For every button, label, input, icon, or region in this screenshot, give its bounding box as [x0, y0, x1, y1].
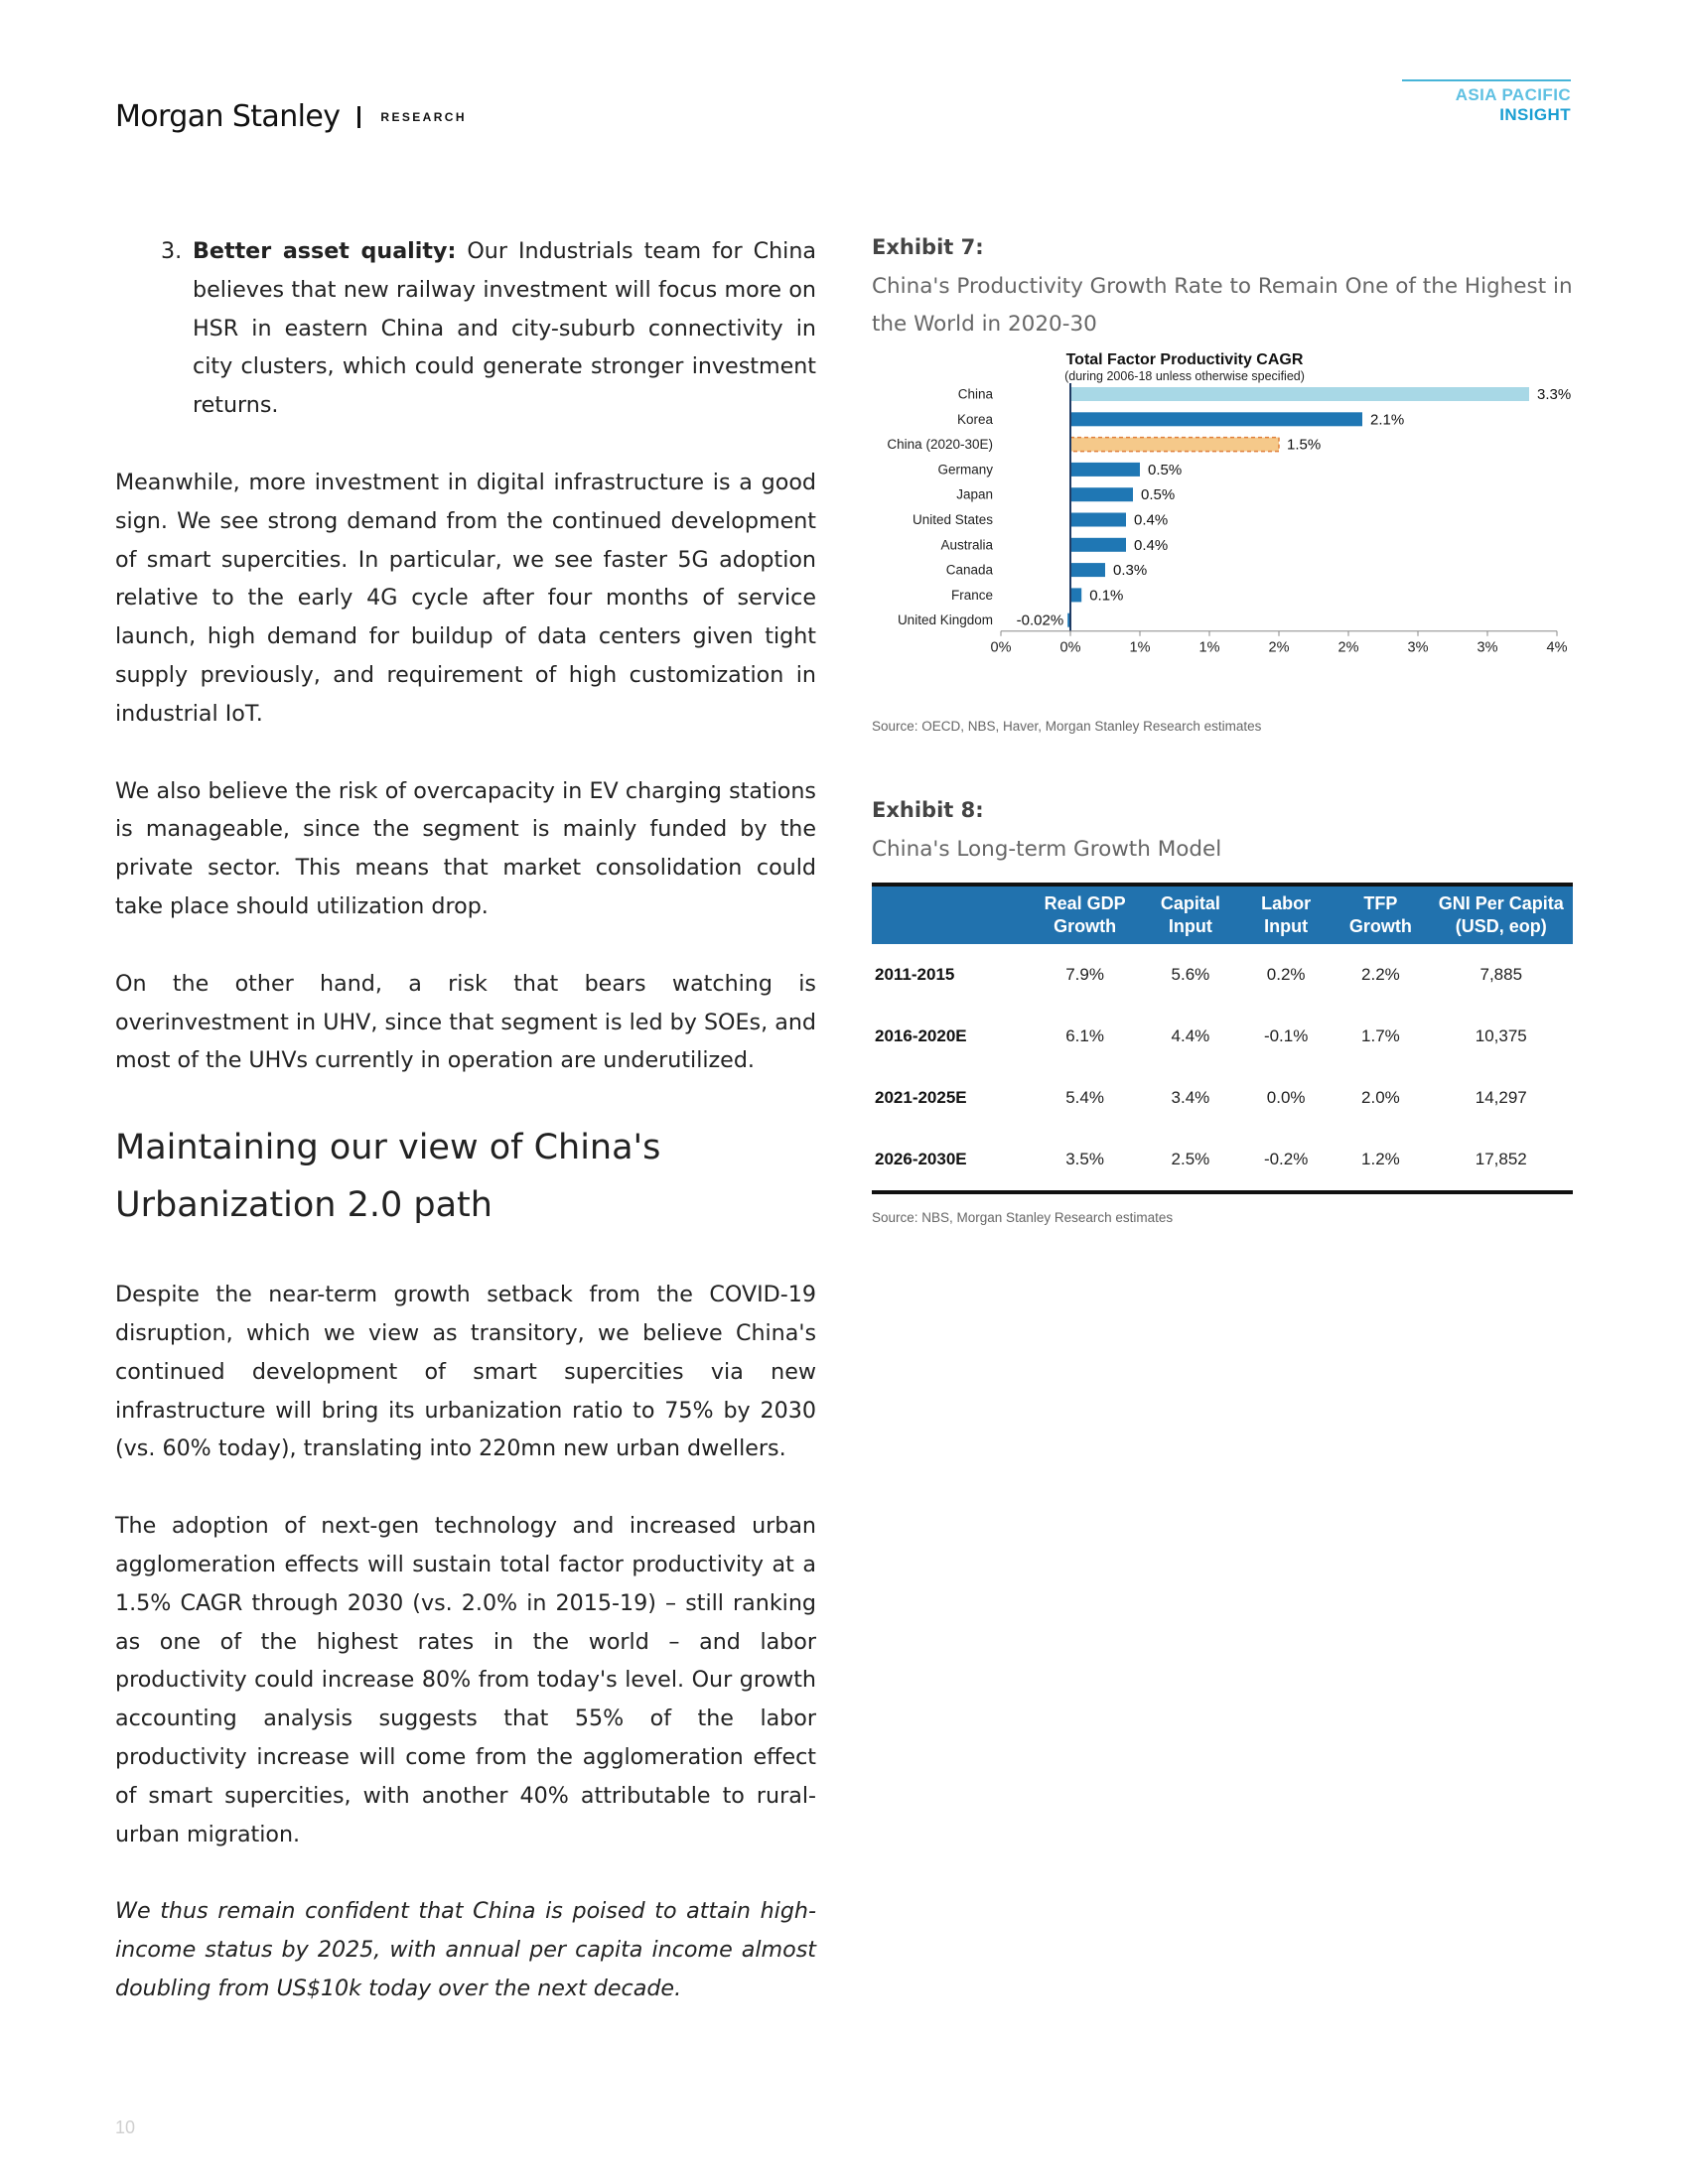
table-header: TFP Growth — [1332, 885, 1429, 944]
category-label: China — [957, 386, 993, 402]
bar — [1070, 563, 1105, 577]
data-label: 1.5% — [1287, 436, 1322, 454]
table-cell: 1.7% — [1361, 1026, 1400, 1045]
data-label: -0.02% — [1016, 612, 1064, 629]
item-bold-lead: Better asset quality: — [193, 238, 457, 264]
table-cell: 10,375 — [1475, 1026, 1527, 1045]
table-header: Real GDP Growth — [1029, 885, 1140, 944]
item-body: Our Industrials team for China believes that new railway investment will focus more on HSR in eastern China and city-suburb connectivity in city clusters, which could generate stronger investment returns. — [193, 238, 816, 419]
insight-part1: ASIA PACIFIC — [1455, 85, 1571, 104]
table-header — [872, 885, 1029, 944]
table-cell: 6.1% — [1065, 1026, 1104, 1045]
data-label: 0.5% — [1148, 461, 1183, 478]
item-number: 3. — [161, 238, 183, 264]
table-cell: 3.4% — [1171, 1088, 1210, 1107]
bar — [1070, 513, 1126, 527]
exhibit8-source: Source: NBS, Morgan Stanley Research estimates — [872, 1210, 1174, 1225]
table-cell: -0.2% — [1263, 1150, 1309, 1168]
logo-divider — [357, 106, 360, 128]
exhibit7-label: Exhibit 7: — [872, 235, 984, 259]
category-label: France — [950, 587, 993, 603]
paragraph-productivity: The adoption of next-gen technology and increased urban agglomeration effects will sustain total factor productivity at a 1.5% CAGR through 2030 (vs. 2.0% in 2015-19) – still ranking as one of the highest rates in the world – and labor productivity could increase 80% from today's level. Our growth accounting analysis suggests that 55% of the labor productivity increase will come from the agglomeration effect of smart supercities, with another 40% attributable to rural-urban migration. — [115, 1513, 816, 1847]
exhibit7-source: Source: OECD, NBS, Haver, Morgan Stanley Research estimates — [872, 719, 1262, 734]
growth-model-table — [872, 883, 1573, 1194]
page-number: 10 — [115, 2117, 136, 2137]
data-label: 2.1% — [1370, 411, 1405, 429]
x-tick-label: 3% — [1407, 639, 1429, 656]
x-tick-label: 3% — [1477, 639, 1498, 656]
table-row — [872, 944, 1573, 1006]
data-label: 0.5% — [1141, 486, 1176, 504]
table-cell: 4.4% — [1171, 1026, 1210, 1045]
section-heading: Maintaining our view of China's Urbanization 2.0 path — [115, 1128, 661, 1226]
table-cell: 5.6% — [1171, 965, 1210, 984]
x-tick-label: 0% — [990, 639, 1012, 656]
table-row — [872, 1006, 1573, 1067]
table-cell: 2016-2020E — [875, 1026, 967, 1045]
table-cell: 7.9% — [1065, 965, 1104, 984]
category-label: Germany — [937, 462, 993, 478]
paragraph-uhv-risk: On the other hand, a risk that bears watching is overinvestment in UHV, since that segment is led by SOEs, and most of the UHVs currently in operation are underutilized. — [115, 970, 816, 1074]
table-cell: 14,297 — [1475, 1088, 1527, 1107]
table-cell: 2.0% — [1361, 1088, 1400, 1107]
x-tick-label: 1% — [1198, 639, 1220, 656]
data-label: 3.3% — [1537, 386, 1572, 403]
header-rule — [1402, 79, 1571, 81]
exhibit8-label: Exhibit 8: — [872, 798, 984, 822]
morgan-stanley-logo — [115, 99, 467, 134]
paragraph-conclusion: We thus remain confident that China is poised to attain high-income status by 2025, with annual per capita income almost doubling from US$10k today over the next decade. — [115, 1898, 816, 2001]
logo-name: Morgan Stanley — [115, 99, 341, 134]
table-cell: 7,885 — [1479, 965, 1523, 984]
table-cell: -0.1% — [1263, 1026, 1309, 1045]
insight-part2: INSIGHT — [1499, 105, 1571, 124]
category-label: Canada — [945, 562, 993, 578]
table-cell: 2011-2015 — [875, 965, 955, 984]
paragraph-ev-charging: We also believe the risk of overcapacity in EV charging stations is manageable, since the segment is mainly funded by the private sector. This means that market consolidation could take place should utilization drop. — [115, 777, 816, 919]
x-tick-label: 2% — [1337, 639, 1359, 656]
bar — [1070, 438, 1279, 452]
table-row — [872, 1067, 1573, 1129]
paragraph-urbanization: Despite the near-term growth setback from the COVID-19 disruption, which we view as transitory, we believe China's continued development of smart supercities via new infrastructure will bring its urbanization ratio to 75% by 2030 (vs. 60% today), translating into 220mn new urban dwellers. — [115, 1282, 816, 1462]
item-text — [193, 232, 816, 425]
data-label: 0.4% — [1134, 511, 1169, 529]
chart-subtitle: (during 2006-18 unless otherwise specified) — [1064, 369, 1305, 383]
table-header-row — [872, 885, 1573, 944]
bar — [1070, 588, 1081, 602]
category-label: United Kingdom — [897, 613, 993, 628]
category-label: China (2020-30E) — [887, 437, 993, 453]
asia-pacific-insight-label — [1402, 85, 1571, 125]
bar — [1070, 412, 1362, 426]
logo-section: RESEARCH — [380, 109, 467, 124]
table-cell: 1.2% — [1361, 1150, 1400, 1168]
left-column — [115, 232, 816, 2047]
right-column — [872, 232, 1573, 1225]
category-label: United States — [912, 512, 993, 527]
table-cell: 2.2% — [1361, 965, 1400, 984]
x-tick-label: 2% — [1268, 639, 1290, 656]
data-label: 0.4% — [1134, 536, 1169, 554]
table-header: Labor Input — [1240, 885, 1332, 944]
table-header: Capital Input — [1141, 885, 1240, 944]
table-cell: 2026-2030E — [875, 1150, 967, 1168]
x-tick-label: 0% — [1059, 639, 1081, 656]
x-tick-label: 1% — [1129, 639, 1151, 656]
table-header: GNI Per Capita (USD, eop) — [1430, 885, 1573, 944]
table-cell: 2.5% — [1171, 1150, 1210, 1168]
bar — [1070, 387, 1529, 401]
category-label: Korea — [956, 411, 993, 427]
paragraph-digital-infrastructure: Meanwhile, more investment in digital infrastructure is a good sign. We see strong demand from the continued development of smart supercities. In particular, we see faster 5G adoption relative to the early 4G cycle after four months of service launch, high demand for buildup of data centers given tight supply previously, and requirement of high customization in industrial IoT. — [115, 469, 816, 727]
category-label: Japan — [956, 486, 993, 502]
table-cell: 5.4% — [1065, 1088, 1104, 1107]
bar — [1070, 538, 1126, 552]
bar — [1070, 463, 1140, 477]
table-cell: 0.0% — [1266, 1088, 1306, 1107]
table-cell: 2021-2025E — [875, 1088, 967, 1107]
exhibit7-title: China's Productivity Growth Rate to Remain One of the Highest in the World in 2020-30 — [872, 274, 1573, 337]
tfp-cagr-bar-chart — [872, 343, 1573, 713]
numbered-item-3 — [161, 232, 816, 425]
data-label: 0.1% — [1089, 587, 1124, 605]
table-cell: 3.5% — [1065, 1150, 1104, 1168]
table-cell: 17,852 — [1475, 1150, 1527, 1168]
table-cell: 0.2% — [1266, 965, 1306, 984]
x-tick-label: 4% — [1546, 639, 1568, 656]
table-row — [872, 1129, 1573, 1192]
chart-title: Total Factor Productivity CAGR — [1065, 351, 1304, 368]
exhibit8-title: China's Long-term Growth Model — [872, 837, 1222, 862]
category-label: Australia — [940, 537, 993, 553]
data-label: 0.3% — [1113, 562, 1148, 580]
bar — [1070, 487, 1133, 501]
